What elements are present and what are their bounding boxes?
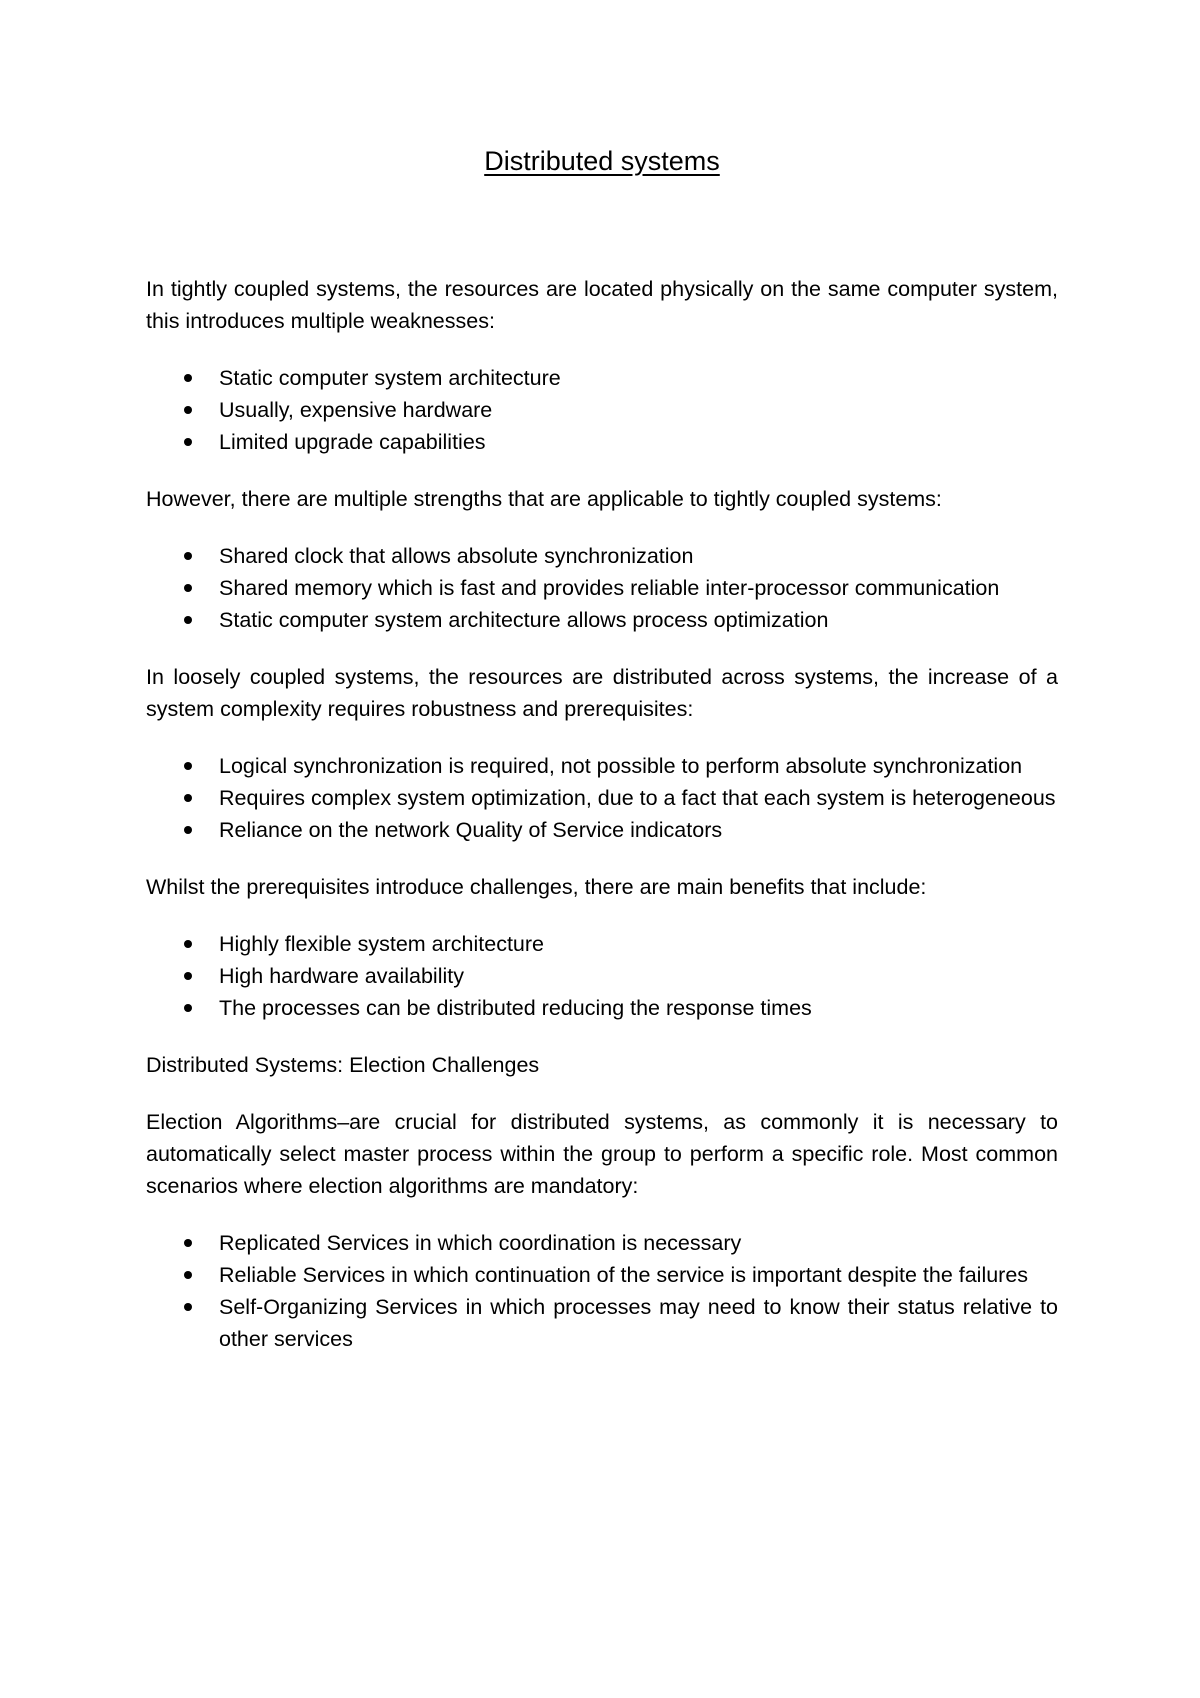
- list-item: Logical synchronization is required, not possible to perform absolute synchronization: [146, 750, 1058, 782]
- list-prerequisites: [146, 750, 1058, 846]
- bullet-icon: [184, 1271, 192, 1279]
- list-item: Requires complex system optimization, due to a fact that each system is heterogeneous: [146, 782, 1058, 814]
- list-item: Static computer system architecture: [146, 362, 1058, 394]
- list-item: Self-Organizing Services in which processes may need to know their status relative to other services: [146, 1291, 1058, 1355]
- paragraph-strengths: However, there are multiple strengths that are applicable to tightly coupled systems:: [146, 487, 942, 511]
- bullet-icon: [184, 438, 192, 446]
- list-item: Limited upgrade capabilities: [146, 426, 1058, 458]
- list-item: Highly flexible system architecture: [146, 928, 1058, 960]
- list-strengths: [146, 540, 1058, 636]
- list-item: Shared memory which is fast and provides reliable inter-processor communication: [146, 572, 1058, 604]
- document-body: [146, 273, 1058, 1380]
- document-page: [146, 0, 1058, 1698]
- list-benefits: [146, 928, 1058, 1024]
- list-weaknesses: [146, 362, 1058, 458]
- list-item: Reliance on the network Quality of Service indicators: [146, 814, 1058, 846]
- bullet-icon: [184, 940, 192, 948]
- document-title: Distributed systems: [484, 146, 720, 176]
- bullet-icon: [184, 1004, 192, 1012]
- bullet-icon: [184, 826, 192, 834]
- paragraph-benefits: Whilst the prerequisites introduce challenges, there are main benefits that include:: [146, 875, 927, 899]
- bullet-icon: [184, 584, 192, 592]
- paragraph-loosely-coupled: In loosely coupled systems, the resources are distributed across systems, the increase of a system complexity requires robustness and prerequisites:: [146, 665, 1058, 721]
- section-subheading: Distributed Systems: Election Challenges: [146, 1053, 540, 1077]
- bullet-icon: [184, 1239, 192, 1247]
- list-item: Reliable Services in which continuation of the service is important despite the failures: [146, 1259, 1058, 1291]
- list-item: High hardware availability: [146, 960, 1058, 992]
- bullet-icon: [184, 762, 192, 770]
- bullet-icon: [184, 406, 192, 414]
- bullet-icon: [184, 616, 192, 624]
- list-item: Shared clock that allows absolute synchronization: [146, 540, 1058, 572]
- list-item: Replicated Services in which coordination is necessary: [146, 1227, 1058, 1259]
- paragraph-election-algorithms: Election Algorithms–are crucial for distributed systems, as commonly it is necessary to automatically select master process within the group to perform a specific role. Most common scenarios where election algorithms are mandatory:: [146, 1110, 1058, 1198]
- bullet-icon: [184, 794, 192, 802]
- paragraph-tightly-coupled: In tightly coupled systems, the resources are located physically on the same computer system, this introduces multiple weaknesses:: [146, 277, 1058, 333]
- list-item: Static computer system architecture allows process optimization: [146, 604, 1058, 636]
- bullet-icon: [184, 552, 192, 560]
- list-election-scenarios: [146, 1227, 1058, 1355]
- bullet-icon: [184, 972, 192, 980]
- bullet-icon: [184, 1303, 192, 1311]
- list-item: Usually, expensive hardware: [146, 394, 1058, 426]
- list-item: The processes can be distributed reducing the response times: [146, 992, 1058, 1024]
- bullet-icon: [184, 374, 192, 382]
